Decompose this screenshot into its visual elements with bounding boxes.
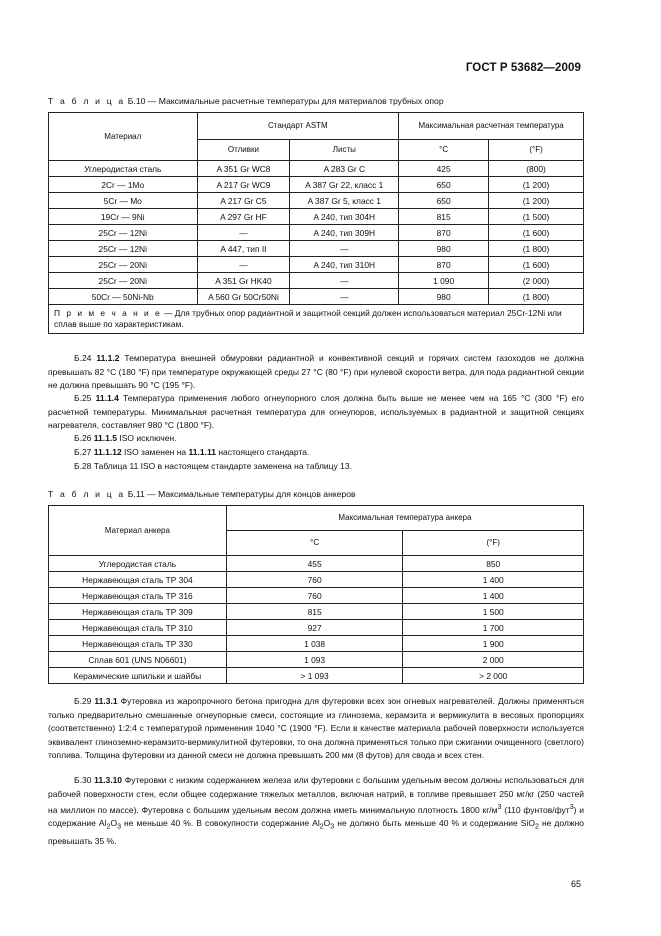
table-cell: 1 700 xyxy=(403,620,584,636)
paragraph-text: не должно быть меньше 40 % и содержание SiO xyxy=(334,818,535,829)
table-b10-header-material: Материал xyxy=(49,113,198,161)
table-cell: — xyxy=(290,273,399,289)
table-b10-header-castings: Отливки xyxy=(197,140,290,161)
table-cell: Углеродистая сталь xyxy=(49,161,198,177)
table-b11-caption-text: Б.11 — Максимальные температуры для концов анкеров xyxy=(127,489,356,499)
table-row xyxy=(49,257,584,273)
paragraph-b24 xyxy=(48,352,584,393)
table-cell: 1 400 xyxy=(403,572,584,588)
table-cell: A 217 Gr C5 xyxy=(197,193,290,209)
clause-ref: 11.1.2 xyxy=(96,353,120,363)
table-b10 xyxy=(48,112,584,334)
paragraph-text: (110 фунтов/фут xyxy=(501,804,570,815)
table-cell: A 447, тип II xyxy=(197,241,290,257)
table-b10-caption xyxy=(48,96,444,106)
paragraph-text: настоящего стандарта. xyxy=(218,447,310,457)
table-cell: A 387 Gr 22, класс 1 xyxy=(290,177,399,193)
table-cell: A 283 Gr C xyxy=(290,161,399,177)
table-cell: 815 xyxy=(399,209,489,225)
paragraph-b27 xyxy=(48,446,584,460)
table-cell: A 240, тип 304H xyxy=(290,209,399,225)
paragraph-b29 xyxy=(48,695,584,763)
table-cell: 760 xyxy=(226,588,403,604)
table-row xyxy=(49,572,584,588)
table-row xyxy=(49,588,584,604)
table-cell: 980 xyxy=(399,241,489,257)
paragraph-number: Б.27 xyxy=(74,447,92,457)
note-label: П р и м е ч а н и е xyxy=(54,308,162,318)
note-text: — Для трубных опор радиантной и защитной секций должен использоваться материал 25Cr-12Ni или сплав выше по характеристикам. xyxy=(54,308,562,329)
paragraph-number: Б.28 xyxy=(74,461,92,471)
table-cell: 25Cr — 20Ni xyxy=(49,273,198,289)
table-cell: (2 000) xyxy=(489,273,584,289)
table-cell: (800) xyxy=(489,161,584,177)
table-row xyxy=(49,668,584,684)
table-cell: — xyxy=(290,241,399,257)
table-cell: 1 038 xyxy=(226,636,403,652)
table-b10-header-sheets: Листы xyxy=(290,140,399,161)
superscript: 3 xyxy=(569,803,574,811)
table-cell: (1 600) xyxy=(489,225,584,241)
paragraph-text: ISO заменен на xyxy=(124,447,187,457)
table-cell: 2Cr — 1Mo xyxy=(49,177,198,193)
table-cell: 650 xyxy=(399,193,489,209)
subscript: 2 xyxy=(106,823,111,832)
table-cell: 25Cr — 12Ni xyxy=(49,225,198,241)
table-cell: (1 200) xyxy=(489,193,584,209)
table-cell: Нержавеющая сталь ТР 304 xyxy=(49,572,227,588)
table-cell: 1 900 xyxy=(403,636,584,652)
table-b11-caption xyxy=(48,489,356,499)
paragraph-text: Футеровки с низким содержанием железа или футеровки с большим удельным весом должны использоваться для рабочей поверхности стен, если общее содержание тяжелых металлов, включая натрий, в топливе превышает 250 мг/кг (250 частей на миллион по массе). Футеровка с большим удельным весом должна иметь минимальную плотность 1800 кг/м xyxy=(48,775,584,815)
table-cell: 25Cr — 20Ni xyxy=(49,257,198,273)
subscript: 3 xyxy=(117,823,121,832)
table-b10-header-astm: Стандарт ASTM xyxy=(197,113,399,140)
table-cell: A 560 Gr 50Cr50Ni xyxy=(197,289,290,305)
paragraph-text: O xyxy=(110,818,118,829)
paragraph-number: Б.29 xyxy=(74,696,92,706)
table-row xyxy=(49,177,584,193)
table-cell: > 1 093 xyxy=(226,668,403,684)
table-row xyxy=(49,225,584,241)
table-cell: A 217 Gr WC9 xyxy=(197,177,290,193)
table-b11-header-c: °C xyxy=(226,531,403,556)
paragraph-number: Б.26 xyxy=(74,433,92,443)
table-cell: A 351 Gr HK40 xyxy=(197,273,290,289)
clause-ref: 11.3.10 xyxy=(94,775,123,785)
table-b11-header-max: Максимальная температура анкера xyxy=(226,506,583,531)
table-cell: (1 800) xyxy=(489,289,584,305)
table-cell: 50Cr — 50Ni-Nb xyxy=(49,289,198,305)
table-row xyxy=(49,161,584,177)
paragraph-text: не меньше 40 %. В совокупности содержание Al xyxy=(121,818,320,829)
table-cell: (1 200) xyxy=(489,177,584,193)
superscript: 3 xyxy=(497,803,502,811)
paragraph-text: Температура применения любого огнеупорного слоя должна быть выше не менее чем на 165 °C (300 °F) его расчетной температуры. Минимальная расчетная температура для огнеупоров, используемых в радиантной и защитной секциях нагревателя, составляет 980 °C (1800 °F). xyxy=(48,393,585,430)
table-row xyxy=(49,209,584,225)
table-cell: 455 xyxy=(226,556,403,572)
paragraph-text: Футеровка из жаропрочного бетона пригодна для футеровки всех зон огневых нагревателей. Должны применяться только предварительно смешанные огнеупорные смеси, состоящие из глинозема, керамзита и вермикулита в весовых пропорциях (соответственно) 1:2:4 с температурой применения 1040 °C (1900 °F). Если в качестве материала рабочей поверхности используется эквивалент глиноземно-керамзито-вермикулитной футеровки, то она должна применяться только при сжигании очищенного (светлого) топлива. Толщина футеровки из данной смеси не должна превышать 200 мм (8 футов) для свода и всех стен. xyxy=(48,696,584,760)
table-cell: 1 400 xyxy=(403,588,584,604)
table-cell: Керамические шпильки и шайбы xyxy=(49,668,227,684)
table-cell: 5Cr — Mo xyxy=(49,193,198,209)
table-cell: Сплав 601 (UNS N06601) xyxy=(49,652,227,668)
clause-ref: 11.3.1 xyxy=(94,696,118,706)
table-b11-header-f: (°F) xyxy=(403,531,584,556)
paragraph-text: ISO исключен. xyxy=(119,433,177,443)
table-cell: A 387 Gr 5, класс 1 xyxy=(290,193,399,209)
table-cell: 2 000 xyxy=(403,652,584,668)
table-row xyxy=(49,620,584,636)
table-cell: 1 500 xyxy=(403,604,584,620)
table-cell: — xyxy=(197,257,290,273)
table-cell: A 240, тип 309H xyxy=(290,225,399,241)
table-row xyxy=(49,193,584,209)
table-cell: 1 090 xyxy=(399,273,489,289)
table-cell: A 297 Gr HF xyxy=(197,209,290,225)
table-cell: > 2 000 xyxy=(403,668,584,684)
table-cell: 425 xyxy=(399,161,489,177)
table-cell: Нержавеющая сталь ТР 309 xyxy=(49,604,227,620)
table-cell: 1 093 xyxy=(226,652,403,668)
table-row xyxy=(49,652,584,668)
table-cell: 927 xyxy=(226,620,403,636)
clause-ref: 11.1.12 xyxy=(93,447,122,457)
table-row xyxy=(49,636,584,652)
paragraph-number: Б.24 xyxy=(74,353,92,363)
table-b10-caption-text: Б.10 — Максимальные расчетные температуры для материалов трубных опор xyxy=(127,96,444,106)
paragraph-b28 xyxy=(48,460,584,474)
table-b10-header-f: (°F) xyxy=(489,140,584,161)
table-cell: Нержавеющая сталь ТР 316 xyxy=(49,588,227,604)
table-b10-header-c: °C xyxy=(399,140,489,161)
paragraph-text: Температура внешней обмуровки радиантной и конвективной секций и горячих систем газоходов не должна превышать 82 °C (180 °F) при температуре окружающей среды 27 °C (80 °F) при нулевой скорости ветра, для пода радиантной секции не должна превышать 90 °C (195 °F). xyxy=(48,353,584,390)
table-b10-caption-prefix: Т а б л и ц а xyxy=(48,96,126,106)
clause-ref: 11.1.5 xyxy=(93,433,117,443)
page-number: 65 xyxy=(570,879,581,889)
table-row xyxy=(49,289,584,305)
table-cell: (1 600) xyxy=(489,257,584,273)
table-b11-header-material: Материал анкера xyxy=(49,506,227,556)
subscript: 2 xyxy=(319,823,324,832)
paragraph-b26 xyxy=(48,432,584,446)
paragraph-text: O xyxy=(323,818,331,829)
paragraph-b25 xyxy=(48,392,584,433)
table-cell: 870 xyxy=(399,257,489,273)
table-cell: (1 800) xyxy=(489,241,584,257)
paragraph-text: не должно превышать 35 %. xyxy=(48,818,584,846)
table-b10-header-max: Максимальная расчетная температура xyxy=(399,113,584,140)
paragraph-number: Б.25 xyxy=(74,393,92,403)
table-cell: 650 xyxy=(399,177,489,193)
table-row xyxy=(49,556,584,572)
table-cell: 870 xyxy=(399,225,489,241)
table-row xyxy=(49,241,584,257)
clause-ref: 11.1.4 xyxy=(95,393,119,403)
table-cell: Углеродистая сталь xyxy=(49,556,227,572)
table-b11-caption-prefix: Т а б л и ц а xyxy=(48,489,126,499)
table-cell: A 240, тип 310H xyxy=(290,257,399,273)
table-cell: A 351 Gr WC8 xyxy=(197,161,290,177)
paragraph-text: Таблица 11 ISO в настоящем стандарте заменена на таблицу 13. xyxy=(93,461,352,471)
table-b11 xyxy=(48,505,584,684)
table-cell: Нержавеющая сталь ТР 310 xyxy=(49,620,227,636)
table-cell: — xyxy=(197,225,290,241)
table-b10-note xyxy=(49,305,584,334)
table-row xyxy=(49,604,584,620)
table-cell: (1 500) xyxy=(489,209,584,225)
table-cell: Нержавеющая сталь ТР 330 xyxy=(49,636,227,652)
table-cell: 850 xyxy=(403,556,584,572)
subscript: 2 xyxy=(534,823,539,832)
table-cell: — xyxy=(290,289,399,305)
subscript: 3 xyxy=(330,823,335,832)
table-cell: 19Cr — 9Ni xyxy=(49,209,198,225)
table-cell: 980 xyxy=(399,289,489,305)
table-row xyxy=(49,273,584,289)
paragraph-text: ) и содержание Al xyxy=(48,804,584,829)
table-cell: 25Cr — 12Ni xyxy=(49,241,198,257)
document-id: ГОСТ Р 53682—2009 xyxy=(465,62,581,74)
table-cell: 815 xyxy=(226,604,403,620)
clause-ref: 11.1.11 xyxy=(188,447,216,457)
table-cell: 760 xyxy=(226,572,403,588)
paragraph-b30 xyxy=(48,774,584,848)
paragraph-number: Б.30 xyxy=(74,775,92,785)
